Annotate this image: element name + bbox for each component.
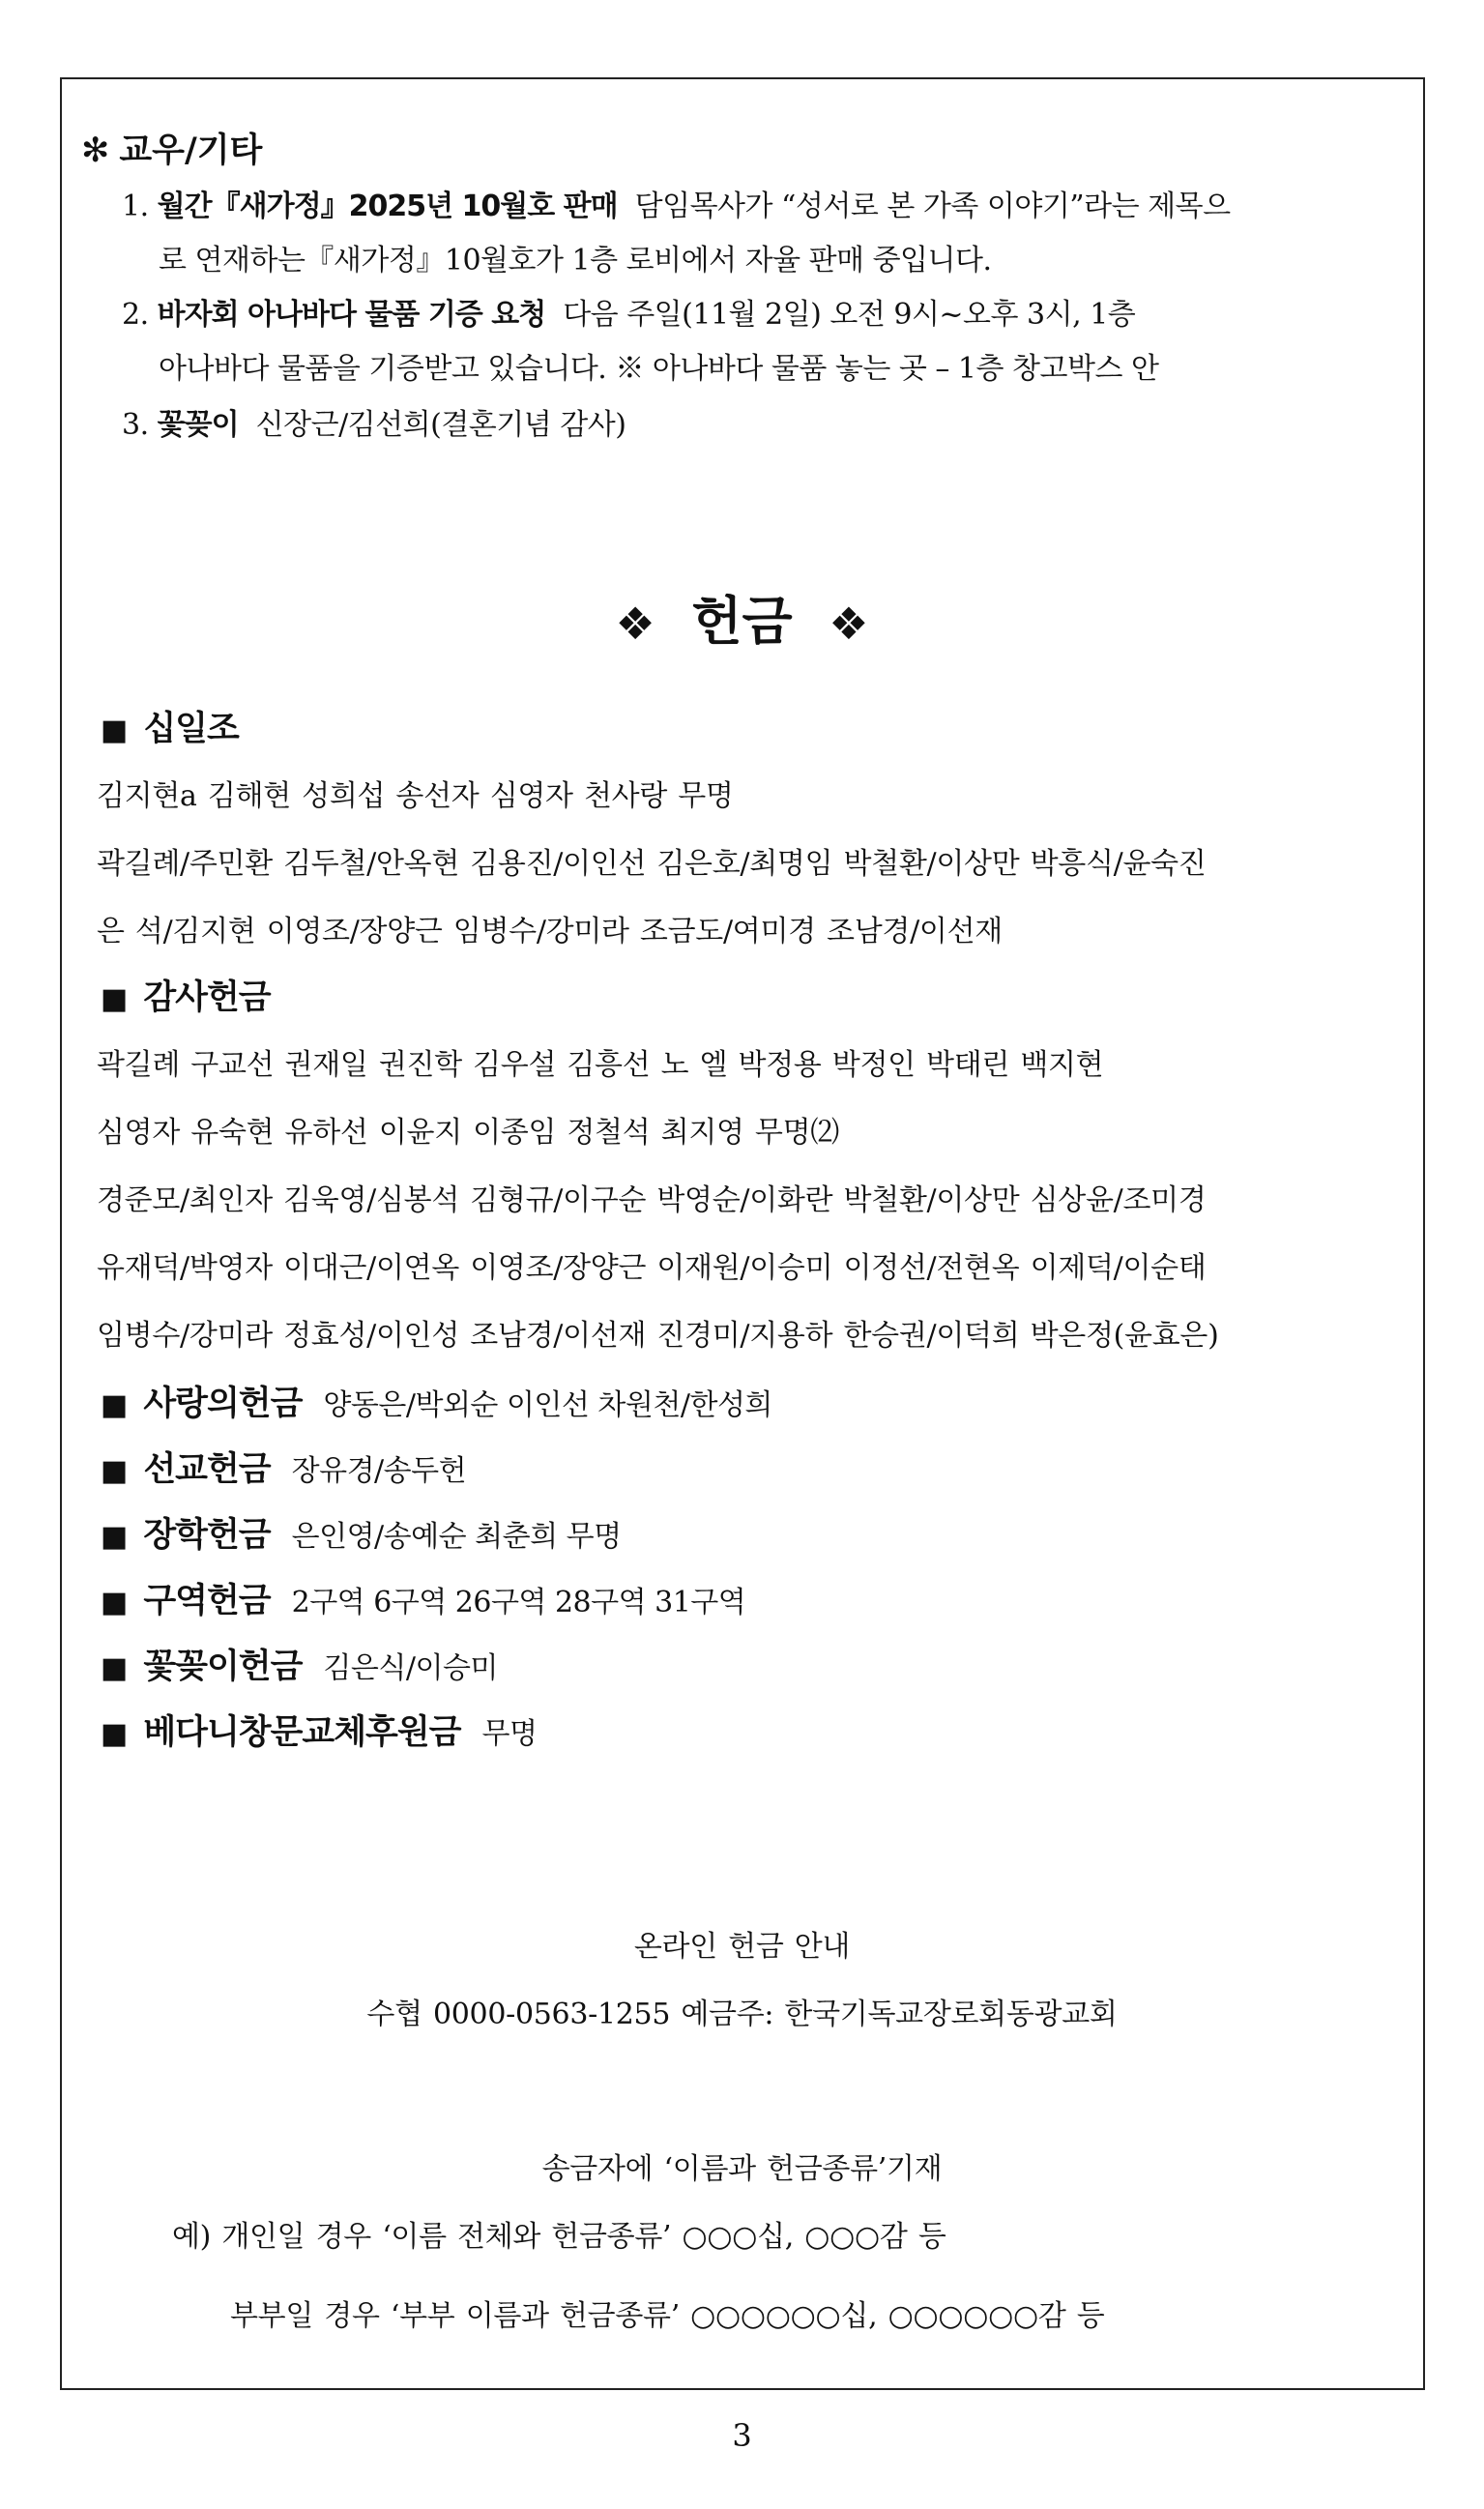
online-offering-title: 온라인 헌금 안내 xyxy=(633,1930,851,1964)
flower-asterisk-icon: ✻ xyxy=(81,131,110,170)
square-bullet-icon: ■ xyxy=(101,1586,129,1619)
notice-item-2: 2. 바자회 아나바다 물품 기증 요청 다음 주일(11월 2일) 오전 9시~오후 3시, 1층 xyxy=(122,298,1136,332)
thanks-offering-heading: ■ 감사헌금 xyxy=(101,978,271,1017)
square-bullet-icon: ■ xyxy=(101,714,129,747)
online-offering-note: 송금자에 ‘이름과 헌금종류’기재 xyxy=(541,2152,943,2186)
online-offering-account: 수협 0000-0563-1255 예금주: 한국기독교장로회동광교회 xyxy=(366,1998,1118,2031)
tithe-names-row: 김지현a 김해현 성희섭 송선자 심영자 천사랑 무명 xyxy=(97,779,734,813)
thanks-names-row: 곽길례 구교선 권재일 권진학 김우설 김흥선 노 엘 박정용 박정인 박태린 백지현 xyxy=(97,1048,1104,1082)
diamond-ornament-icon: ❖ xyxy=(615,598,655,650)
online-offering-example: 부부일 경우 ‘부부 이름과 헌금종류’ ○○○○○○십, ○○○○○○감 등 xyxy=(230,2299,1105,2333)
square-bullet-icon: ■ xyxy=(101,1717,129,1751)
tithe-names-row: 은 석/김지현 이영조/장양근 임병수/강미라 조금도/여미경 조남경/이선재 xyxy=(97,915,1003,948)
square-bullet-icon: ■ xyxy=(101,982,129,1016)
offering-category: ■ 사랑의헌금 양동은/박외순 이인선 차원천/한성희 xyxy=(101,1385,772,1423)
thanks-names-row: 유재덕/박영자 이대근/이연옥 이영조/장양근 이재원/이승미 이정선/전현옥 이제덕/이순태 xyxy=(97,1251,1207,1285)
offering-category: ■ 구역헌금 2구역 6구역 26구역 28구역 31구역 xyxy=(101,1582,746,1620)
online-offering-example: 예) 개인일 경우 ‘이름 전체와 헌금종류’ ○○○십, ○○○감 등 xyxy=(172,2220,946,2254)
notices-heading: ✻ 교우/기타 xyxy=(81,131,263,170)
offering-title: ❖ 헌금 ❖ xyxy=(615,591,869,652)
diamond-ornament-icon: ❖ xyxy=(829,598,869,650)
square-bullet-icon: ■ xyxy=(101,1520,129,1554)
page-number: 3 xyxy=(732,2417,752,2454)
square-bullet-icon: ■ xyxy=(101,1454,129,1488)
square-bullet-icon: ■ xyxy=(101,1651,129,1685)
notice-item-1-cont: 로 연재하는『새가정』10월호가 1층 로비에서 자율 판매 중입니다. xyxy=(159,244,992,277)
offering-category: ■ 꽃꽂이헌금 김은식/이승미 xyxy=(101,1648,498,1686)
thanks-names-row: 경준모/최인자 김욱영/심봉석 김형규/이구순 박영순/이화란 박철환/이상만 심상윤/조미경 xyxy=(97,1183,1207,1217)
notice-item-2-cont: 아나바다 물품을 기증받고 있습니다. ※ 아나바다 물품 놓는 곳 – 1층 창고박스 안 xyxy=(159,352,1159,386)
tithe-names-row: 곽길례/주민환 김두철/안옥현 김용진/이인선 김은호/최명임 박철환/이상만 박흥식/윤숙진 xyxy=(97,847,1207,881)
tithe-heading: ■ 십일조 xyxy=(101,710,239,748)
thanks-names-row: 심영자 유숙현 유하선 이윤지 이종임 정철석 최지영 무명⑵ xyxy=(97,1116,839,1150)
offering-category: ■ 선교헌금 장유경/송두헌 xyxy=(101,1450,467,1489)
notice-item-3: 3. 꽃꽂이 신장근/김선희(결혼기념 감사) xyxy=(122,408,626,442)
offering-category: ■ 베다니창문교체후원금 무명 xyxy=(101,1713,538,1752)
square-bullet-icon: ■ xyxy=(101,1388,129,1422)
thanks-names-row: 임병수/강미라 정효성/이인성 조남경/이선재 진경미/지용하 한승권/이덕희 박은정(윤효은) xyxy=(97,1319,1219,1353)
notice-item-1: 1. 월간『새가정』2025년 10월호 판매 담임목사가 “성서로 본 가족 이야기”라는 제목으 xyxy=(122,190,1231,223)
offering-category: ■ 장학헌금 은인영/송예순 최춘희 무명 xyxy=(101,1516,622,1555)
